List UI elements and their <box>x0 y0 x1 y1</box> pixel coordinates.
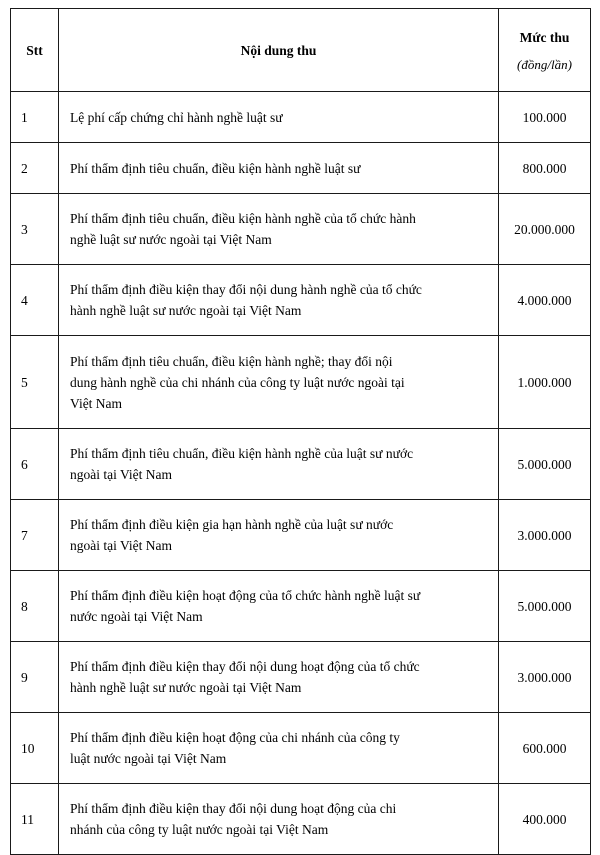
description-line: Việt Nam <box>70 395 123 411</box>
row-index-cell: 3 <box>11 194 59 265</box>
table-row <box>11 336 591 429</box>
table-row <box>11 713 591 784</box>
table-row <box>11 265 591 336</box>
fee-amount-cell: 5.000.000 <box>499 429 591 500</box>
table-header <box>11 9 591 92</box>
column-header-description: Nội dung thu <box>59 9 499 92</box>
fee-amount-cell: 1.000.000 <box>499 336 591 429</box>
fee-amount-cell: 100.000 <box>499 92 591 143</box>
description-line: Phí thẩm định tiêu chuẩn, điều kiện hành nghề của tổ chức hành <box>70 211 416 226</box>
fee-description-cell <box>59 265 499 336</box>
description-line: Phí thẩm định tiêu chuẩn, điều kiện hành nghề của luật sư nước <box>70 446 414 461</box>
fee-description-cell <box>59 642 499 713</box>
description-line: nước ngoài tại Việt Nam <box>70 609 203 624</box>
description-line: Phí thẩm định điều kiện hoạt động của chi nhánh của công ty <box>70 730 400 745</box>
description-line: Phí thẩm định điều kiện gia hạn hành nghề của luật sư nước <box>70 517 394 532</box>
description-line: Phí thẩm định tiêu chuẩn, điều kiện hành nghề luật sư <box>70 160 361 176</box>
description-line: Phí thẩm định điều kiện hoạt động của tổ chức hành nghề luật sư <box>70 588 421 603</box>
description-line: dung hành nghề của chi nhánh của công ty luật nước ngoài tại <box>70 374 405 390</box>
row-index-cell: 7 <box>11 500 59 571</box>
description-line: ngoài tại Việt Nam <box>70 538 173 553</box>
table-row <box>11 194 591 265</box>
row-index-cell: 1 <box>11 92 59 143</box>
fee-description-cell <box>59 336 499 429</box>
fee-description-cell <box>59 143 499 194</box>
fee-amount-cell: 20.000.000 <box>499 194 591 265</box>
description-line: ngoài tại Việt Nam <box>70 467 173 482</box>
column-header-stt: Stt <box>11 9 59 92</box>
description-line: hành nghề luật sư nước ngoài tại Việt Nam <box>70 680 302 695</box>
column-header-amount <box>499 9 591 92</box>
table-row <box>11 92 591 143</box>
fee-amount-cell: 3.000.000 <box>499 642 591 713</box>
fee-description-cell <box>59 194 499 265</box>
row-index-cell: 9 <box>11 642 59 713</box>
row-index-cell: 4 <box>11 265 59 336</box>
table-row <box>11 429 591 500</box>
fee-amount-cell: 400.000 <box>499 784 591 855</box>
description-line: luật nước ngoài tại Việt Nam <box>70 751 227 766</box>
description-line: Phí thẩm định điều kiện thay đổi nội dung hoạt động của tổ chức <box>70 659 420 674</box>
table-row <box>11 784 591 855</box>
fee-amount-cell: 4.000.000 <box>499 265 591 336</box>
description-line: nhánh của công ty luật nước ngoài tại Việt Nam <box>70 822 329 837</box>
fee-description-cell <box>59 571 499 642</box>
fee-amount-cell: 5.000.000 <box>499 571 591 642</box>
row-index-cell: 10 <box>11 713 59 784</box>
table-row <box>11 143 591 194</box>
fee-amount-cell: 3.000.000 <box>499 500 591 571</box>
row-index-cell: 2 <box>11 143 59 194</box>
fee-description-cell <box>59 713 499 784</box>
fee-description-cell <box>59 429 499 500</box>
description-line: Phí thẩm định điều kiện thay đổi nội dung hành nghề của tổ chức <box>70 282 422 297</box>
row-index-cell: 8 <box>11 571 59 642</box>
row-index-cell: 11 <box>11 784 59 855</box>
table-body <box>11 92 591 855</box>
fee-description-cell <box>59 92 499 143</box>
fee-amount-cell: 600.000 <box>499 713 591 784</box>
fee-amount-cell: 800.000 <box>499 143 591 194</box>
table-row <box>11 571 591 642</box>
description-line: hành nghề luật sư nước ngoài tại Việt Nam <box>70 303 302 318</box>
fee-description-cell <box>59 500 499 571</box>
description-line: Lệ phí cấp chứng chỉ hành nghề luật sư <box>70 109 283 125</box>
table-row <box>11 500 591 571</box>
description-line: Phí thẩm định tiêu chuẩn, điều kiện hành nghề; thay đổi nội <box>70 353 393 369</box>
table-row <box>11 642 591 713</box>
column-header-amount-unit: (đồng/lần) <box>517 56 572 72</box>
fee-description-cell <box>59 784 499 855</box>
row-index-cell: 6 <box>11 429 59 500</box>
description-line: Phí thẩm định điều kiện thay đổi nội dung hoạt động của chi <box>70 801 397 816</box>
column-header-amount-title: Mức thu <box>519 29 570 45</box>
fee-schedule-table <box>10 8 591 855</box>
description-line: nghề luật sư nước ngoài tại Việt Nam <box>70 232 272 247</box>
row-index-cell: 5 <box>11 336 59 429</box>
header-row <box>11 9 591 92</box>
